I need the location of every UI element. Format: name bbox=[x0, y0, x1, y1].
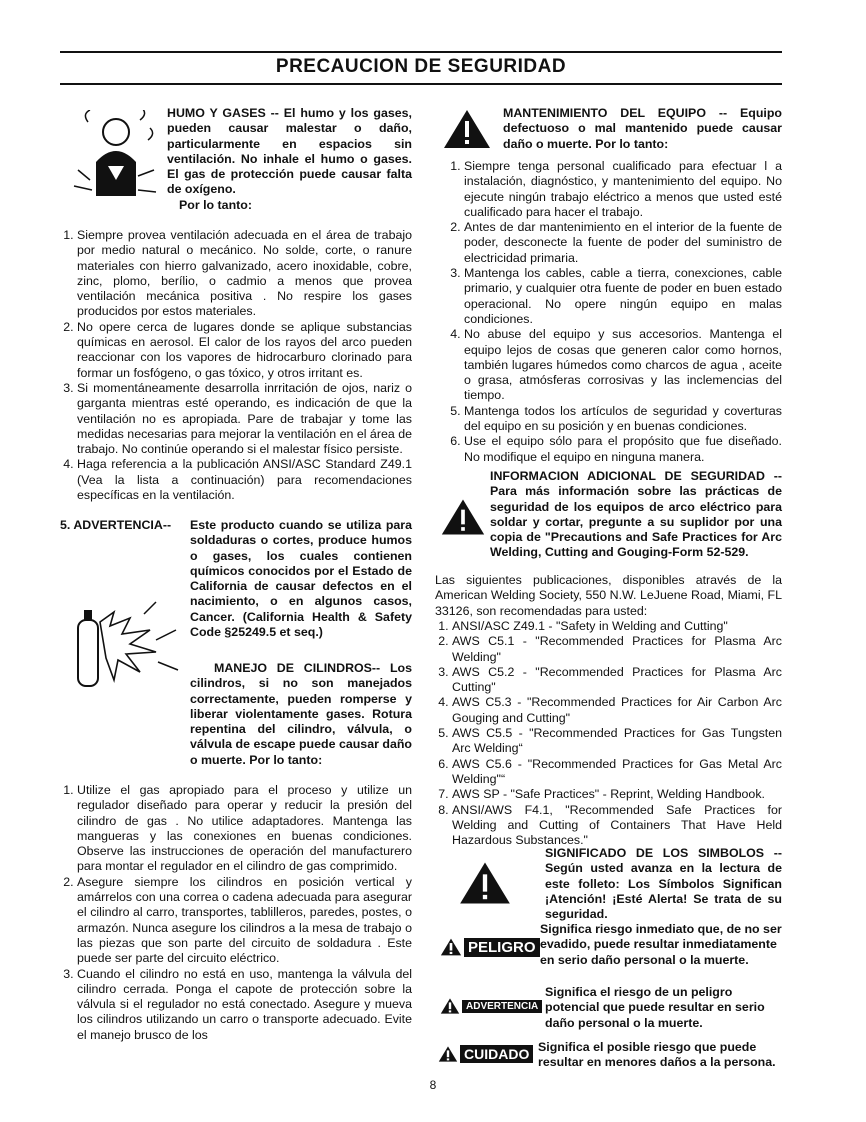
list-item: 2. Asegure siempre los cilindros en posición vertical y amárrelos con una correa o cadena adecuada para asegurar el cilindro al carro, transportes, tablilleros, paredes, postes, o armazón. Nunca asegure los cilindros a la mesa de trabajo o las piezas que son parte del circuito de soldadura . Este puede ser parte del circuito eléctrico. bbox=[77, 875, 412, 967]
maintenance-list bbox=[447, 159, 782, 465]
list-item: 5. Mantenga todos los artículos de seguridad y coverturas del equipo en su posición y en buenas condiciones. bbox=[464, 404, 782, 435]
list-item: 4. Haga referencia a la publicación ANSI/ASC Standard Z49.1 (Vea la lista a continuación) para recomendaciones específicas en la ventilación. bbox=[77, 457, 412, 503]
maintenance-intro-text: Equipo defectuoso o mal mantenido puede causar daño o muerte. bbox=[503, 106, 782, 151]
page-title: PRECAUCION DE SEGURIDAD bbox=[275, 56, 567, 77]
title-rule bbox=[60, 83, 782, 85]
cylinders-therefore: Por lo tanto: bbox=[249, 752, 323, 767]
list-item: 1. ANSI/ASC Z49.1 - "Safety in Welding and Cutting" bbox=[452, 619, 782, 634]
list-item: 7. AWS SP - "Safe Practices" - Reprint, Welding Handbook. bbox=[452, 787, 782, 802]
cuidado-meaning-text: Significa el posible riesgo que puede resultar en menores daños a la persona. bbox=[538, 1040, 776, 1070]
fumes-list bbox=[60, 228, 412, 503]
list-item: 3. Si momentáneamente desarrolla inrritación de ojos, nariz o garganta mientras esté operando, es indicación de que la ventilación no es apropiada. Pare de trabajar y tome las medidas necesarias para mejorar la ventilación en el área de trabajo. No continúe operando si el malestar físico persiste. bbox=[77, 381, 412, 457]
publications-intro bbox=[435, 573, 782, 619]
warning-triangle-icon bbox=[442, 108, 492, 150]
advertencia-meaning bbox=[545, 985, 784, 1031]
cuidado-badge bbox=[438, 1045, 533, 1063]
cuidado-label: CUIDADO bbox=[460, 1045, 533, 1063]
list-item: 3. AWS C5.2 - "Recommended Practices for Plasma Arc Cutting" bbox=[452, 665, 782, 696]
list-item: 3. Mantenga los cables, cable a tierra, conexciones, cable primario, y cualquier otra fuente de poder en buen estado operacional. No opere ningún equipo en malas condiciones. bbox=[464, 266, 782, 327]
warning-triangle-icon bbox=[440, 497, 486, 537]
fumes-intro bbox=[167, 106, 412, 213]
list-item: 1. Utilize el gas apropiado para el proceso y utilize un regulador diseñado para operar y reducir la presión del cilindro de gas . No utilice adaptadores. Mantenga las mangueras y las conexiones en buenas condiciones. Observe las instrucciones de operación del manufacturero para montar el regulador en el cilindro de gas comprimido. bbox=[77, 783, 412, 875]
maintenance-therefore: Por lo tanto: bbox=[595, 136, 669, 151]
symbols-meaning-text: SIGNIFICADO DE LOS SIMBOLOS -- Según usted avanza en la lectura de este folleto: Los Símbolos Significan ¡Atención! ¡Esté Alerta! Se trata de su seguridad. bbox=[545, 846, 782, 922]
cylinders-heading: MANEJO DE CILINDROS-- bbox=[214, 661, 381, 675]
caution-icon bbox=[438, 1045, 458, 1063]
advertencia-label: ADVERTENCIA bbox=[462, 1000, 542, 1013]
list-item: 8. ANSI/AWS F4.1, "Recommended Safe Practices for Welding and Cutting of Containers That Have Held Hazardous Substances." bbox=[452, 803, 782, 849]
warning-icon bbox=[440, 997, 460, 1015]
peligro-meaning bbox=[540, 922, 784, 968]
publications-list bbox=[435, 619, 782, 848]
peligro-label: PELIGRO bbox=[464, 938, 540, 957]
list-item: 2. AWS C5.1 - "Recommended Practices for Plasma Arc Welding" bbox=[452, 634, 782, 665]
list-item: 1. Siempre tenga personal cualificado para efectuar l a instalación, diagnóstico, y mantenimiento del equipo. No ejecute ningún trabajo eléctrico a menos que usted esté cualificado para hacer el trabajo. bbox=[464, 159, 782, 220]
additional-info-text: INFORMACION ADICIONAL DE SEGURIDAD -- Para más información sobre las prácticas de seguridad de los equipos de arco eléctrico para soldar y cortar, pregunte a su suplidor por una copia de "Precautions and Safe Practices for Arc Welding, Cutting and Gouging-Form 52-529. bbox=[490, 469, 782, 560]
page-number: 8 bbox=[429, 1078, 437, 1092]
item5-number: 5. bbox=[60, 518, 71, 532]
fumes-icon bbox=[68, 110, 160, 200]
warning-triangle-icon bbox=[458, 860, 512, 906]
cuidado-meaning bbox=[538, 1040, 784, 1071]
list-item: 3. Cuando el cilindro no está en uso, mantenga la válvula del cilindro cerrada. Ponga el capote de protección sobre la válvula si el regulador no está conectado. Asegure y mueva los cilindros utilizando un carro o transporte adecuado. Evite el manejo brusco de los bbox=[77, 967, 412, 1043]
item5-lead: ADVERTENCIA-- bbox=[73, 518, 172, 532]
fumes-therefore: Por lo tanto: bbox=[179, 197, 252, 212]
danger-icon bbox=[440, 937, 462, 957]
list-item: 6. AWS C5.6 - "Recommended Practices for Gas Metal Arc Welding"“ bbox=[452, 757, 782, 788]
maintenance-heading: MANTENIMIENTO DEL EQUIPO -- bbox=[503, 106, 728, 120]
list-item: 2. No opere cerca de lugares donde se aplique substancias químicas en aerosol. El calor de los rayos del arco pueden reaccionar con los vapores de hidrocarburo clorinado para formar un fosfógeno, o gas tóxico, y otros irritant es. bbox=[77, 320, 412, 381]
advertencia-badge bbox=[440, 997, 542, 1015]
list-item: 2. Antes de dar mantenimiento en el interior de la fuente de poder, desconecte la fuente de poder del suministro de electricidad primaria. bbox=[464, 220, 782, 266]
list-item: 1. Siempre provea ventilación adecuada en el área de trabajo por medio natural o mecánico. No solde, corte, o ranure materiales con hierro galvanizado, acero inoxidable, cobre, zinc, plomo, berílio, o cadmio a menos que provea ventilación mecánica positiva . No respire los gases producidos por estos materiales. bbox=[77, 228, 412, 320]
list-item: 4. AWS C5.3 - "Recommended Practices for Air Carbon Arc Gouging and Cutting" bbox=[452, 695, 782, 726]
top-rule bbox=[60, 51, 782, 53]
item5-text: Este producto cuando se utiliza para soldaduras o cortes, produce humos o gases, los cuales contienen químicos conocidos por el Estado de California de causar defectos en el nacimiento, o en algunos casos, Cancer. (California Health & Safety Code §25249.5 et seq.) bbox=[190, 518, 412, 640]
symbols-meaning bbox=[545, 846, 782, 922]
fumes-heading: HUMO Y GASES -- bbox=[167, 106, 279, 120]
cylinder-explosion-icon bbox=[70, 600, 180, 690]
peligro-meaning-text: Significa riesgo inmediato que, de no ser evadido, puede resultar inmediatamente en serio daño personal o la muerte. bbox=[540, 922, 782, 967]
maintenance-intro bbox=[503, 106, 782, 152]
peligro-badge bbox=[440, 937, 540, 957]
cylinders-list bbox=[60, 783, 412, 1043]
warning-item-5-text bbox=[190, 518, 412, 640]
additional-info bbox=[490, 469, 782, 561]
list-item: 5. AWS C5.5 - "Recommended Practices for Gas Tungsten Arc Welding“ bbox=[452, 726, 782, 757]
list-item: 6. Use el equipo sólo para el propósito que fue diseñado. No modifique el equipo en ninguna manera. bbox=[464, 434, 782, 465]
cylinders-intro-text: Los cilindros, si no son manejados correctamente, pueden romperse y liberar violentamente gases. Rotura repentina del cilindro, válvula, o válvula de escape puede causar daño o muerte. bbox=[190, 661, 412, 767]
advertencia-meaning-text: Significa el riesgo de un peligro potencial que puede resultar en serio daño personal o la muerte. bbox=[545, 985, 765, 1030]
fumes-intro-text: El humo y los gases, pueden causar malestar o daño, particularmente en espacios sin ventilación. No inhale el humo o gases. El gas de protección puede causar falta de oxígeno. bbox=[167, 106, 412, 197]
list-item: 4. No abuse del equipo y sus accesorios. Mantenga el equipo lejos de cosas que generen calor como hornos, también lugares húmedos como charcos de agua , aceite o grasa, atmósferas corrosivas y las inclemencias del tiempo. bbox=[464, 327, 782, 403]
publications-intro-text: Las siguientes publicaciones, disponibles através de la American Welding Society, 550 N.W. LeJuene Road, Miami, FL 33126, son recomendadas para usted: bbox=[435, 573, 782, 618]
cylinders-intro bbox=[190, 661, 412, 768]
